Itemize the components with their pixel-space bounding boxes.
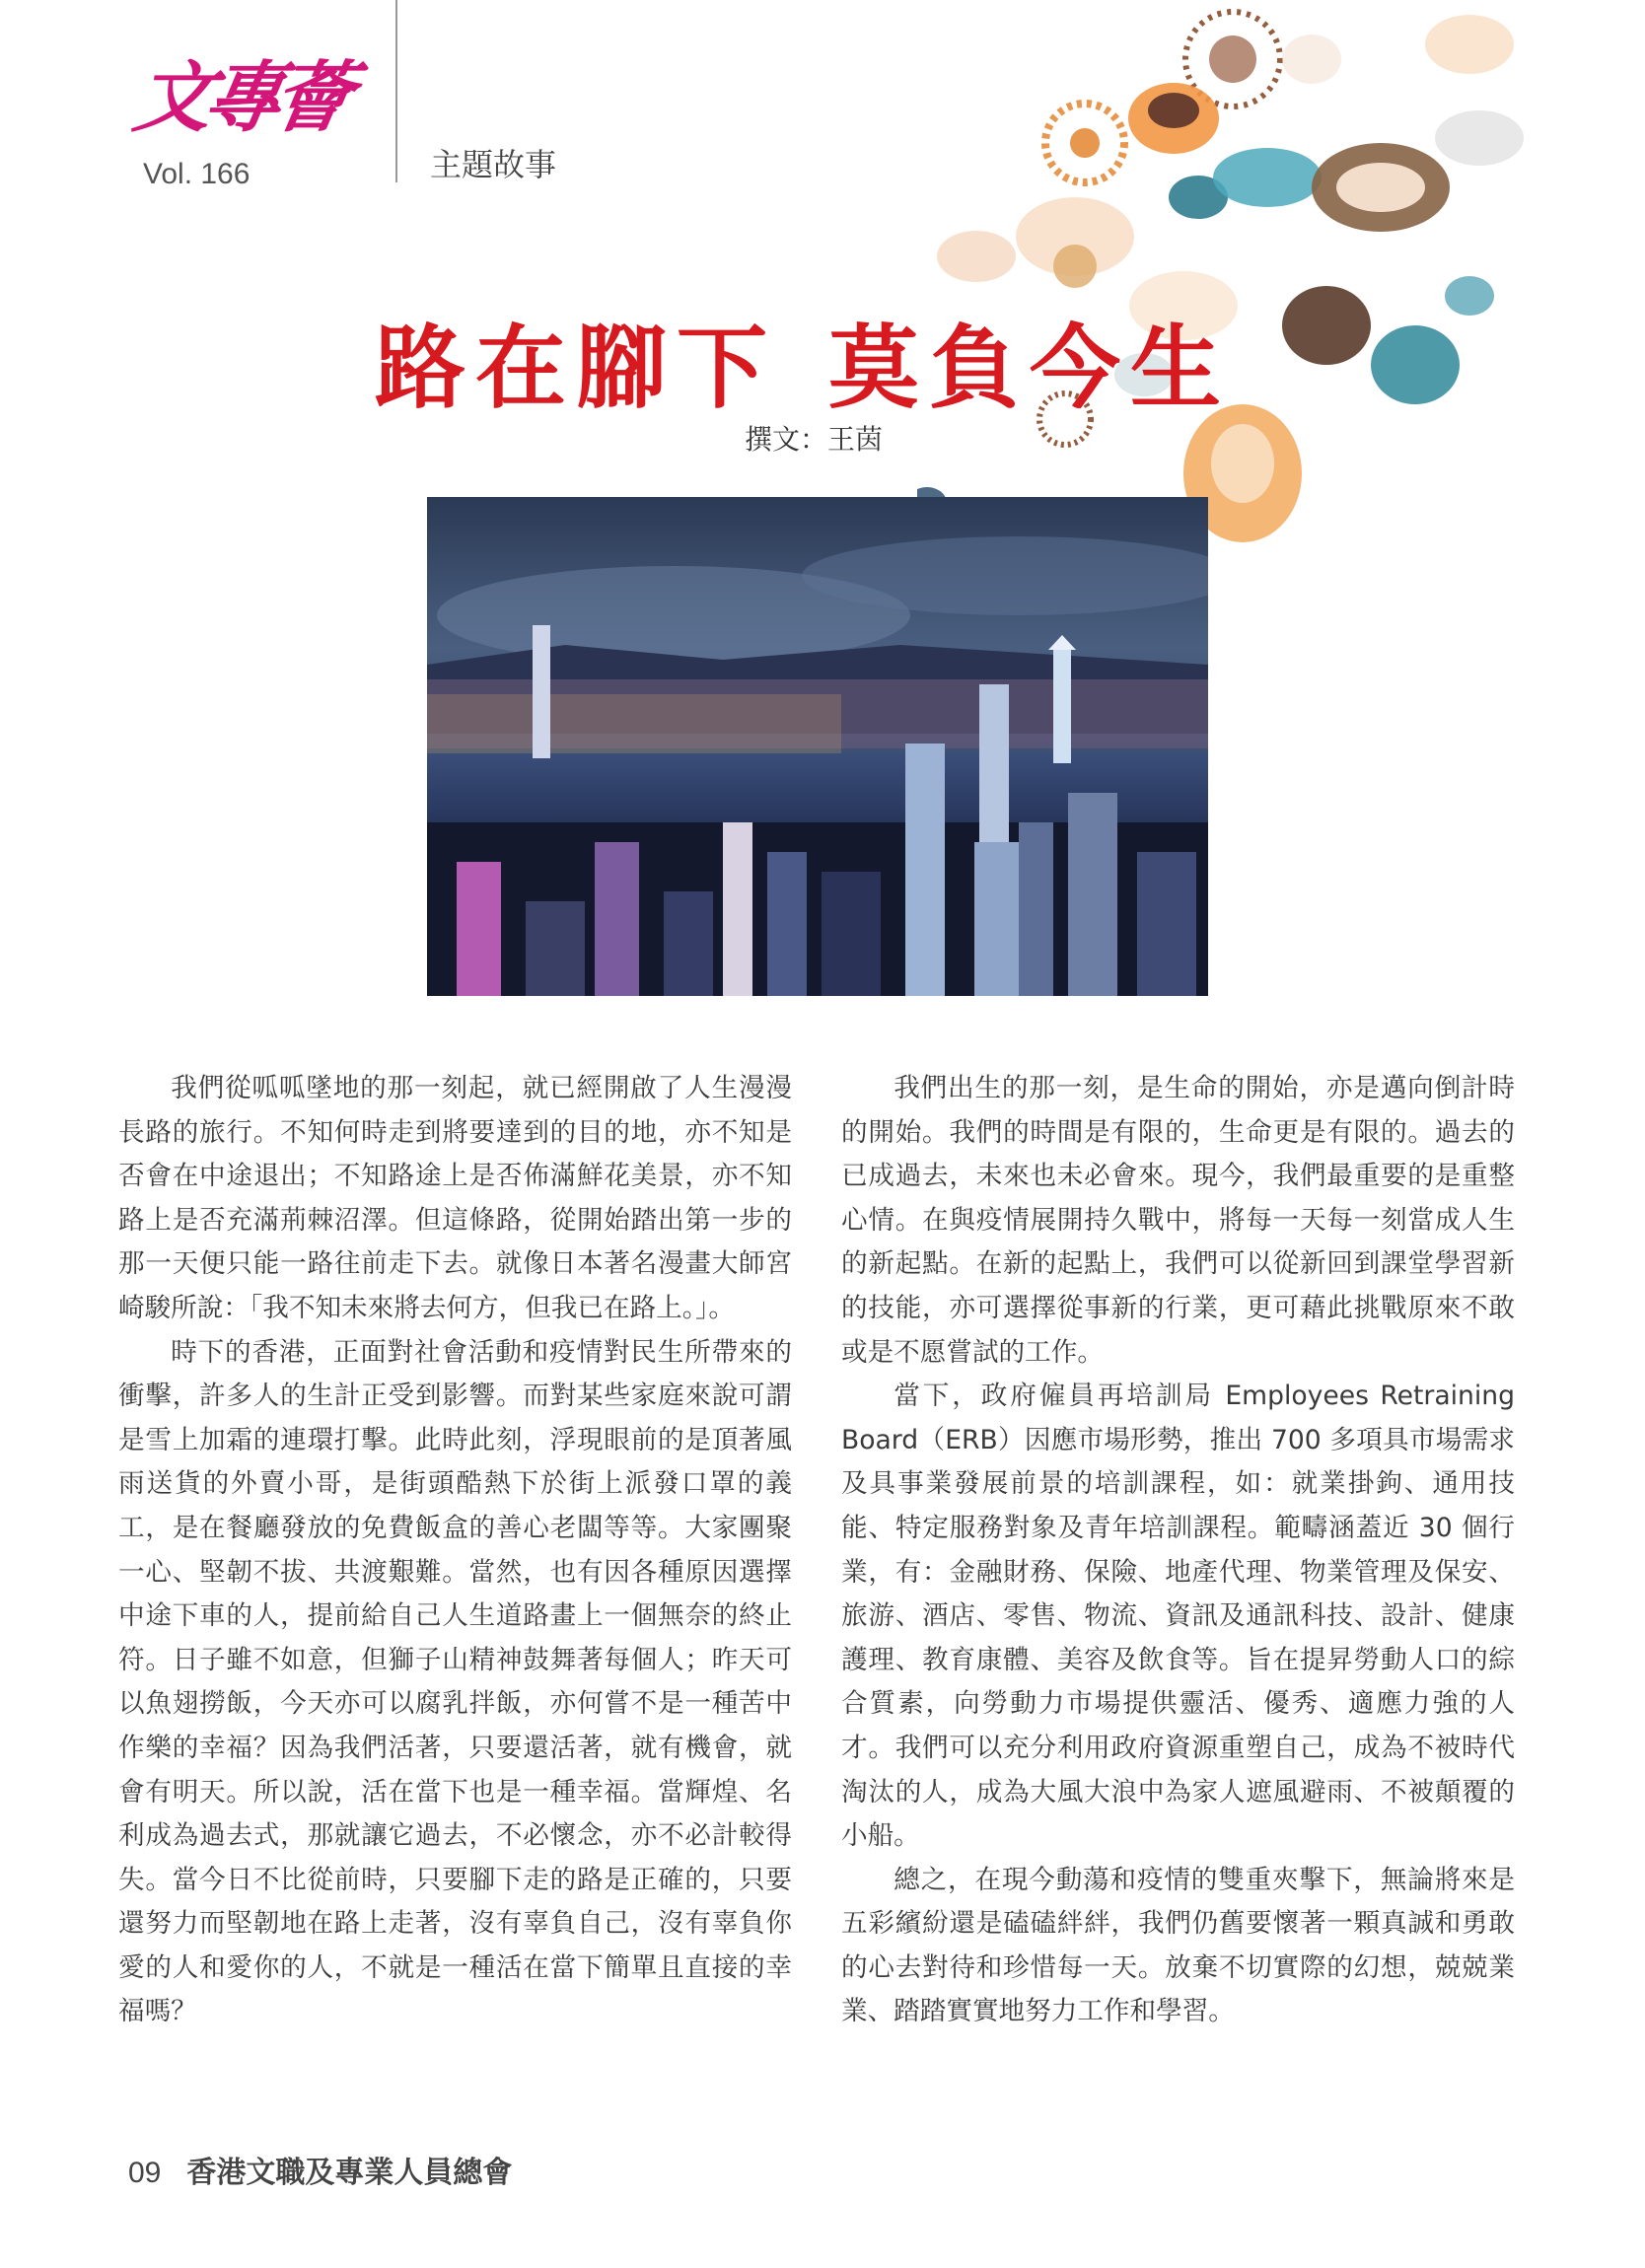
article-title: [375, 296, 1262, 426]
page-footer: [128, 2148, 512, 2191]
article-column-left: [118, 1067, 792, 2034]
magazine-logo: 文專薈: [128, 53, 352, 143]
organization-name: 香港文職及專業人員總會: [186, 2156, 513, 2190]
paragraph: 我們出生的那一刻，是生命的開始，亦是邁向倒計時的開始。我們的時間是有限的，生命更是有限的。過去的已成過去，未來也未必會來。現今，我們最重要的是重整心情。在與疫情展開持久戰中，將每一天每一刻當成人生的新起點。在新的起點上，我們可以從新回到課堂學習新的技能，亦可選擇從事新的行業，更可藉此挑戰原來不敢或是不愿嘗試的工作。: [841, 1073, 1515, 1368]
volume-label: Vol. 166: [143, 158, 250, 190]
paragraph: 時下的香港，正面對社會活動和疫情對民生所帶來的衝擊，許多人的生計正受到影響。而對某些家庭來說可謂是雪上加霜的連環打擊。此時此刻，浮現眼前的是頂著風雨送貨的外賣小哥，是街頭酷熱下於街上派發口罩的義工，是在餐廳發放的免費飯盒的善心老闆等等。大家團聚一心、堅韌不拔、共渡艱難。當然，也有因各種原因選擇中途下車的人，提前給自己人生道路畫上一個無奈的終止符。日子雖不如意，但獅子山精神鼓舞著每個人；昨天可以魚翅撈飯，今天亦可以腐乳拌飯，亦何嘗不是一種苦中作樂的幸福？因為我們活著，只要還活著，就有機會，就會有明天。所以說，活在當下也是一種幸福。當輝煌、名利成為過去式，那就讓它過去，不必懷念，亦不必計較得失。當今日不比從前時，只要腳下走的路是正確的，只要還努力而堅韌地在路上走著，沒有辜負自己，沒有辜負你愛的人和愛你的人，不就是一種活在當下簡單且直接的幸福嗎？: [118, 1336, 792, 2027]
paragraph: 當下，政府僱員再培訓局 Employees Retraining Board（ERB）因應市場形勢，推出 700 多項具市場需求及具事業發展前景的培訓課程，如：就業掛鉤、通用技能、特定服務對象及青年培訓課程。範疇涵蓋近 30 個行業，有：金融財務、保險、地產代理、物業管理及保安、旅游、酒店、零售、物流、資訊及通訊科技、設計、健康護理、教育康體、美容及飲食等。旨在提昇勞動人口的綜合質素，向勞動力市場提供靈活、優秀、適應力強的人才。我們可以充分利用政府資源重塑自己，成為不被時代淘汰的人，成為大風大浪中為家人遮風避雨、不被顛覆的小船。: [841, 1381, 1515, 1852]
header-divider: [395, 0, 397, 182]
section-label: 主題故事: [430, 146, 557, 183]
title-part-2: 莫負今生: [828, 315, 1232, 421]
title-part-1: 路在腳下: [375, 315, 778, 421]
article-column-right: [841, 1067, 1515, 2034]
paragraph: 總之，在現今動蕩和疫情的雙重夾擊下，無論將來是五彩繽紛還是磕磕絆絆，我們仍舊要懷著一顆真誠和勇敢的心去對待和珍惜每一天。放棄不切實際的幻想，兢兢業業、踏踏實實地努力工作和學習。: [841, 1864, 1515, 2027]
page-number: 09: [128, 2157, 162, 2189]
paragraph: 我們從呱呱墜地的那一刻起，就已經開啟了人生漫漫長路的旅行。不知何時走到將要達到的目的地，亦不知是否會在中途退出；不知路途上是否佈滿鮮花美景，亦不知路上是否充滿荊棘沼澤。但這條路，從開始踏出第一步的那一天便只能一路往前走下去。就像日本著名漫畫大師宮崎駿所說：「我不知未來將去何方，但我已在路上。」。: [118, 1073, 792, 1323]
city-night-skyline-image: [427, 497, 1208, 996]
article-author: 撰文：王茵: [745, 423, 884, 456]
